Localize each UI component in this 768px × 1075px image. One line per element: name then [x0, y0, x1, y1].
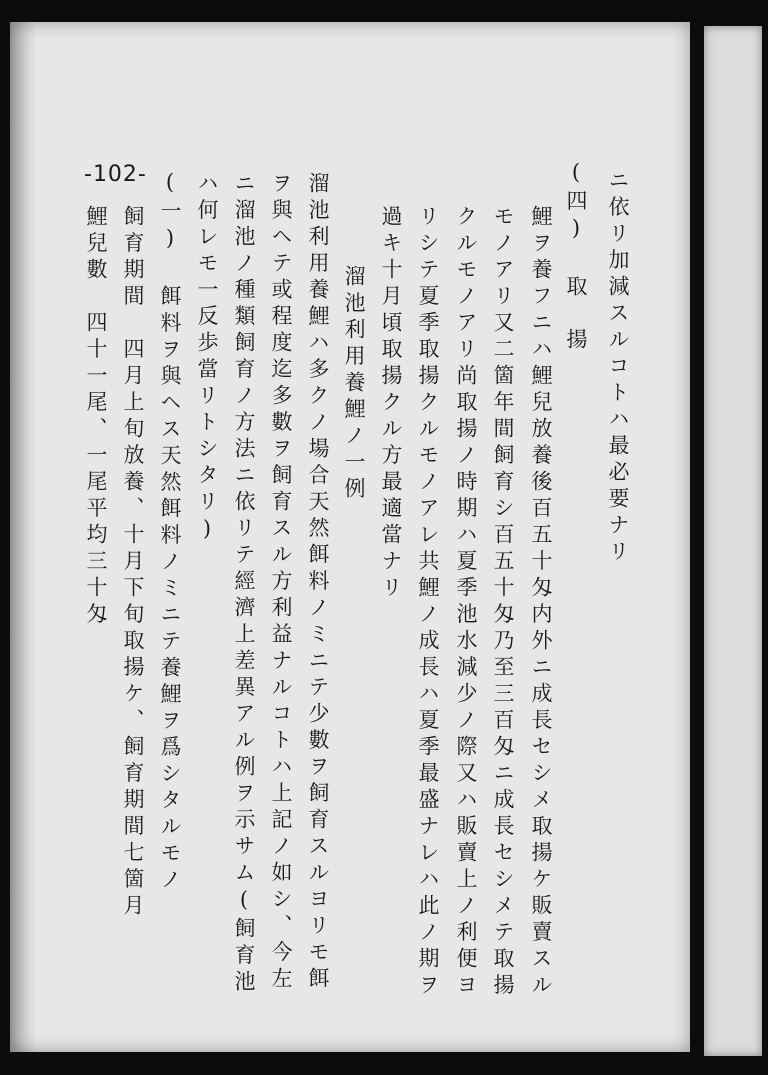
document-page — [10, 22, 690, 1052]
rearing-period-line: 飼育期間 四月上旬放養、十月下旬取揚ケ、飼育期間七箇月 — [121, 205, 145, 921]
adjacent-page-edge — [704, 26, 762, 1056]
text-column-1: ニ依リ加減スルコトハ最必要ナリ — [606, 169, 630, 567]
page-number: -102- — [84, 162, 147, 187]
text-column-3: 鯉ヲ養フニハ鯉兒放養後百五十匁内外ニ成長セシメ取揚ケ販賣スル — [529, 205, 553, 1000]
text-column-9: 溜池利用養鯉ハ多クノ場合天然餌料ノミニテ少數ヲ飼育スルヨリモ餌 — [306, 172, 330, 994]
section-heading-torihage: (四) 取 揚 — [564, 160, 588, 355]
text-column-5: クルモノアリ尚取揚ノ時期ハ夏季池水減少ノ際又ハ販賣上ノ利便ヨ — [454, 205, 478, 1000]
text-column-6: リシテ夏季取揚クルモノアレ共鯉ノ成長ハ夏季最盛ナレハ此ノ期ヲ — [416, 205, 440, 1000]
example-heading: 溜池利用養鯉ノ一例 — [342, 265, 366, 504]
fry-count-line: 鯉兒數 四十一尾、一尾平均三十匁 — [84, 205, 108, 629]
text-column-12: ハ何レモ一反歩當リトシタリ) — [195, 172, 219, 546]
text-column-4: モノアリ又二箇年間飼育シ百五十匁乃至三百匁ニ成長セシメテ取揚 — [491, 205, 515, 1000]
text-column-7: 過キ十月頃取揚クル方最適當ナリ — [379, 205, 403, 603]
text-column-10: ヲ與ヘテ或程度迄多數ヲ飼育スル方利益ナルコトハ上記ノ如シ、今左 — [269, 172, 293, 994]
text-column-11: ニ溜池ノ種類飼育ノ方法ニ依リテ經濟上差異アル例ヲ示サム(飼育池 — [232, 172, 256, 997]
subsection-heading-1: (一) 餌料ヲ與ヘス天然餌料ノミニテ養鯉ヲ爲シタルモノ — [158, 170, 182, 895]
